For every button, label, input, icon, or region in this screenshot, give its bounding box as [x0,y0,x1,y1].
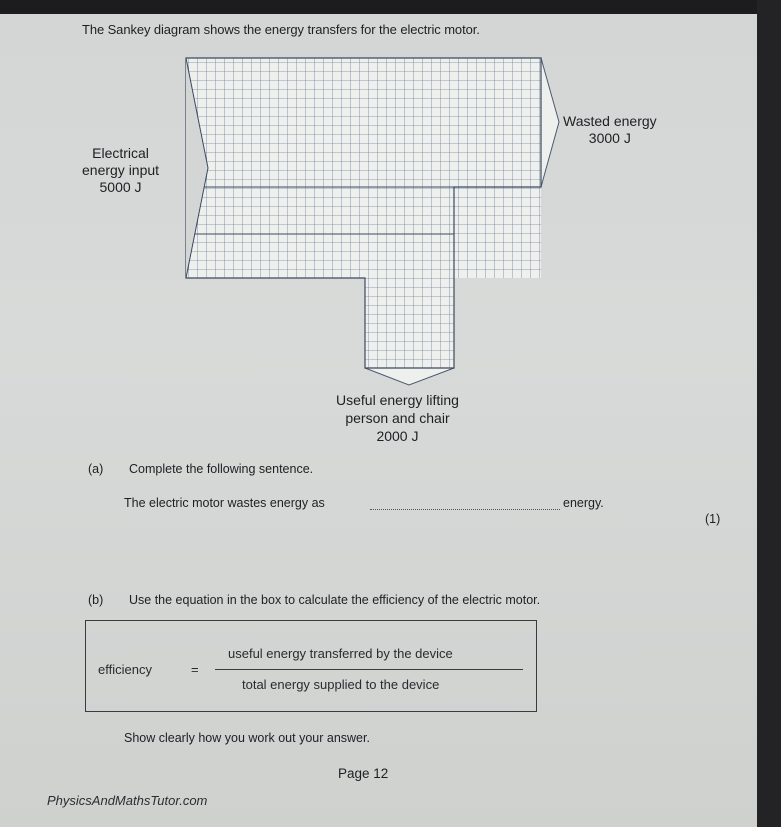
input-label-value: 5000 J [99,179,142,195]
page-number: Page 12 [338,766,389,781]
input-band [186,58,541,278]
equation-equals: = [191,662,199,677]
useful-label-line1: Useful energy lifting [336,392,459,408]
useful-band [365,278,454,368]
input-label-line1: Electrical [92,145,149,161]
part-a-marker: (a) [88,462,104,476]
wasted-energy-label [563,113,657,147]
diagram-heading: The Sankey diagram shows the energy transfers for the electric motor. [82,22,480,37]
wasted-label-value: 3000 J [588,130,631,146]
part-a-sentence-start: The electric motor wastes energy as [124,496,325,510]
watermark: PhysicsAndMathsTutor.com [47,793,208,808]
part-a-marks: (1) [705,512,721,526]
wasted-label-line1: Wasted energy [563,113,657,129]
input-energy-label [82,145,159,196]
useful-energy-arrow [365,368,454,385]
part-a-instruction: Complete the following sentence. [129,462,314,476]
useful-label-value: 2000 J [376,428,419,444]
wasted-energy-arrow [541,58,559,187]
fraction-bar [215,669,523,670]
part-a-sentence-end: energy. [563,496,604,510]
useful-energy-label [336,391,459,445]
equation-numerator: useful energy transferred by the device [228,646,453,661]
equation-lhs: efficiency [98,662,152,677]
equation-denominator: total energy supplied to the device [242,677,440,692]
part-b-marker: (b) [88,593,104,607]
useful-label-line2: person and chair [345,410,450,426]
equation-box [85,620,537,712]
answer-blank[interactable] [370,509,560,510]
show-work-instruction: Show clearly how you work out your answer. [124,731,370,745]
part-b-instruction: Use the equation in the box to calculate the efficiency of the electric motor. [129,593,541,607]
input-label-line2: energy input [82,162,160,178]
